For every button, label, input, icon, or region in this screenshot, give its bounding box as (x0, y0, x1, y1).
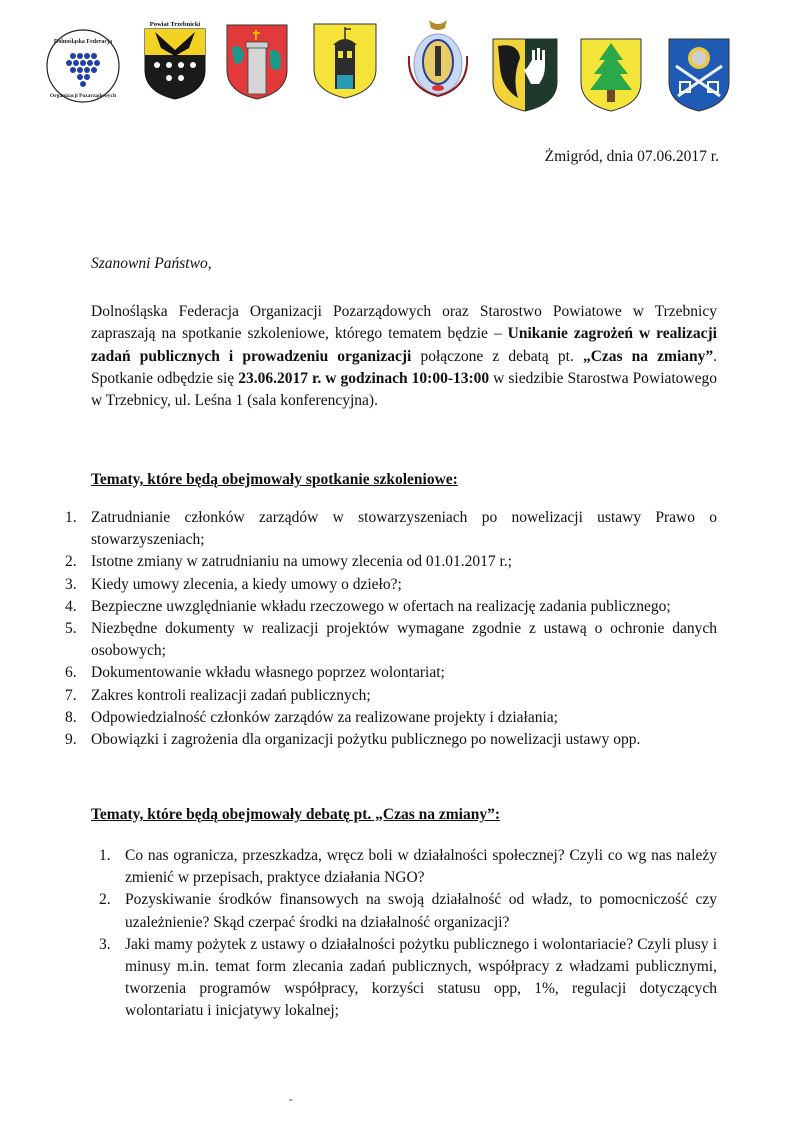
list-item (99, 845, 717, 889)
item-number: 4. (65, 597, 77, 615)
item-text: Zatrudnianie członków zarządów w stowarzyszeniach po nowelizacji ustawy Prawo o stowarzyszeniach; (91, 509, 717, 549)
intro-paragraph (91, 301, 717, 412)
debate-topics-list (99, 845, 717, 1023)
item-number: 5. (65, 620, 77, 638)
list-item (65, 574, 717, 596)
item-text: Pozyskiwanie środków finansowych na swoją działalność od władz, to pomocniczość czy uzależnienie? Skąd czerpać środki na działalność organizacji? (125, 891, 717, 931)
item-text: Istotne zmiany w zatrudnianiu na umowy zlecenia od 01.01.2017 r.; (91, 553, 512, 571)
item-text: Co nas ogranicza, przeszkadza, wręcz boli w działalności społecznej? Czyli co wg nas należy zmienić w przepisach, praktyce działania NGO? (125, 847, 717, 887)
meeting-datetime: 23.06.2017 r. w godzinach 10:00-13:00 (238, 369, 490, 387)
list-item (65, 596, 717, 618)
powiat-trzebnicki-crest (143, 20, 207, 100)
logo-text-top: Dolnośląska Federacja (53, 39, 113, 45)
training-topics-heading: Tematy, które będą obejmowały spotkanie szkoleniowe: (91, 471, 458, 488)
item-number: 6. (65, 664, 77, 682)
header-logos (0, 18, 800, 98)
item-number: 7. (65, 686, 77, 704)
list-item (99, 889, 717, 933)
page-mark: ⌄ (287, 1093, 295, 1103)
item-number: 1. (99, 847, 111, 864)
intro-text: . Spotkanie odbędzie się (91, 347, 718, 387)
list-item (65, 618, 717, 662)
list-item (65, 729, 717, 751)
item-number: 9. (65, 731, 77, 749)
item-text: Dokumentowanie wkładu własnego poprzez wolontariat; (91, 664, 445, 682)
intro-text: połączone z debatą pt. (411, 347, 583, 365)
debate-title: „Czas na zmiany” (582, 347, 714, 365)
place-date: Żmigród, dnia 07.06.2017 r. (544, 148, 719, 165)
wisznia-mala-crest (492, 38, 558, 112)
list-item (65, 707, 717, 729)
crest-label: Powiat Trzebnicki (149, 21, 201, 28)
item-text: Jaki mamy pożytek z ustawy o działalności pożytku publicznego i wolontariacie? Czyli plusy i minusy m.in. temat form zlecania zadań publicznych, współpracy z władzami publicznymi, tworzenia programów współpracy, korzyści statusu opp, 1%, regulacji dotyczących wolontariatu i inicjatywy lokalnej; (125, 935, 717, 1020)
intro-text: w siedzibie Starostwa Powiatowego w Trzebnicy, ul. Leśna 1 (sala konferencyjna). (91, 369, 718, 410)
item-number: 2. (65, 553, 77, 571)
zmigrod-crest (313, 23, 377, 99)
item-text: Niezbędne dokumenty w realizacji projektów wymagane zgodnie z ustawą o ochronie danych osobowych; (91, 620, 717, 660)
trzebnica-crest (405, 18, 471, 102)
item-number: 1. (65, 509, 77, 526)
item-number: 2. (99, 891, 111, 909)
oborniki-slaskie-crest (668, 38, 730, 112)
item-text: Odpowiedzialność członków zarządów za realizowane projekty i działania; (91, 708, 558, 726)
oborniki-crest (226, 24, 288, 100)
logo-text-bottom: Organizacji Pozarządowych (49, 93, 117, 99)
list-item (65, 507, 717, 551)
list-item (65, 685, 717, 707)
prusice-crest (580, 38, 642, 112)
item-number: 8. (65, 708, 77, 726)
item-text: Kiedy umowy zlecenia, a kiedy umowy o dzieło?; (91, 575, 402, 593)
item-number: 3. (99, 935, 111, 953)
debate-topics-heading: Tematy, które będą obejmowały debatę pt. „Czas na zmiany”: (91, 806, 501, 823)
list-item (99, 934, 717, 1023)
item-text: Bezpieczne uwzględnianie wkładu rzeczowego w ofertach na realizację zadania publicznego; (91, 597, 671, 615)
item-number: 3. (65, 575, 77, 593)
item-text: Obowiązki i zagrożenia dla organizacji pożytku publicznego po nowelizacji ustawy opp. (91, 731, 641, 749)
training-topic: Unikanie zagrożeń w realizacji zadań publicznych i prowadzeniu organizacji (91, 325, 717, 365)
salutation: Szanowni Państwo, (91, 255, 212, 272)
list-item (65, 662, 717, 684)
item-text: Zakres kontroli realizacji zadań publicznych; (91, 686, 371, 704)
list-item (65, 551, 717, 573)
intro-text: Dolnośląska Federacja Organizacji Pozarządowych oraz Starostwo Powiatowe w Trzebnicy zapraszają na spotkanie szkoleniowe, którego tematem będzie – (91, 303, 717, 343)
training-topics-list (65, 507, 717, 751)
dolnoslaska-federacja-logo (45, 28, 121, 104)
